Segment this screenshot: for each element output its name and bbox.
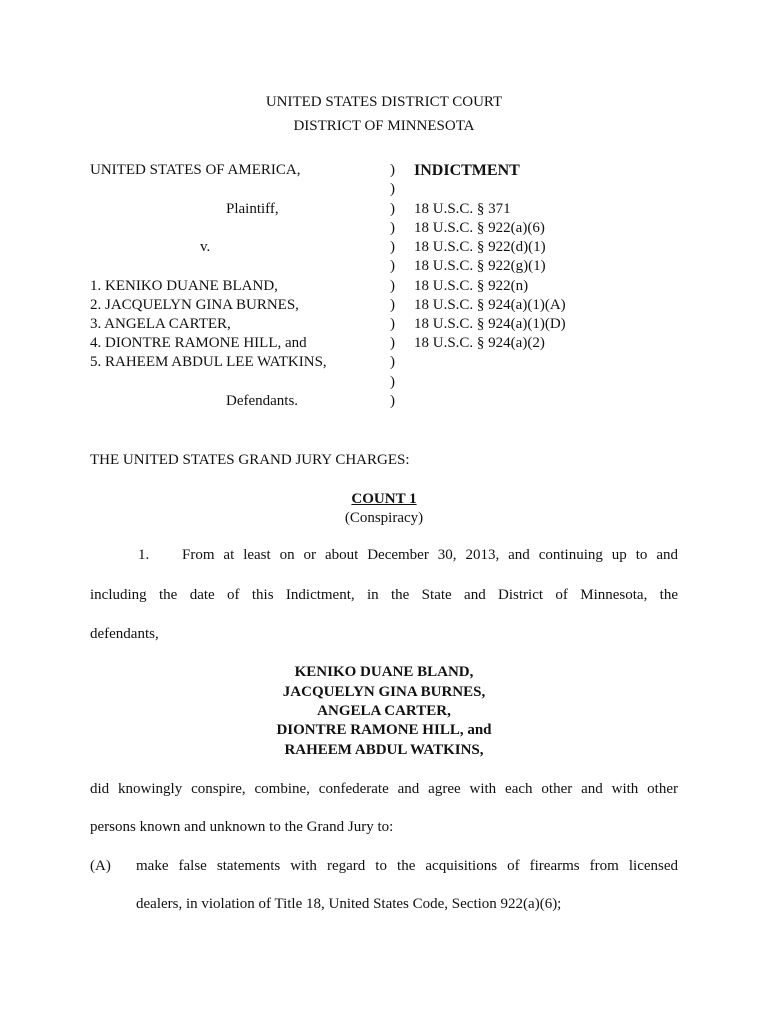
named-defendant: KENIKO DUANE BLAND,	[294, 664, 474, 680]
item-line: make false statements with regard to the acquisitions of firearms from licensed	[136, 858, 678, 874]
document-type: INDICTMENT	[414, 162, 520, 179]
paren: )	[390, 239, 395, 255]
defendant-line: 3. ANGELA CARTER,	[90, 316, 231, 332]
statute-citation: 18 U.S.C. § 922(d)(1)	[414, 239, 546, 255]
item-label: (A)	[90, 858, 111, 874]
statute-citation: 18 U.S.C. § 922(a)(6)	[414, 220, 545, 236]
versus-label: v.	[200, 239, 211, 255]
statute-citation: 18 U.S.C. § 922(g)(1)	[414, 258, 546, 274]
defendant-line: 5. RAHEEM ABDUL LEE WATKINS,	[90, 354, 327, 370]
paren: )	[390, 316, 395, 332]
paragraph-line: defendants,	[90, 626, 159, 642]
statute-citation: 18 U.S.C. § 924(a)(1)(D)	[414, 316, 566, 332]
paren: )	[390, 201, 395, 217]
defendants-label: Defendants.	[226, 393, 299, 409]
defendant-line: 1. KENIKO DUANE BLAND,	[90, 278, 278, 294]
paren: )	[390, 393, 395, 409]
paren: )	[390, 181, 395, 197]
statute-citation: 18 U.S.C. § 924(a)(2)	[414, 335, 545, 351]
paren: )	[390, 335, 395, 351]
named-defendant: DIONTRE RAMONE HILL, and	[276, 722, 492, 738]
charges-intro: THE UNITED STATES GRAND JURY CHARGES:	[90, 452, 410, 468]
item-line: dealers, in violation of Title 18, United States Code, Section 922(a)(6);	[136, 896, 562, 912]
court-name: UNITED STATES DISTRICT COURT	[265, 94, 503, 110]
paragraph-number: 1.	[138, 547, 150, 563]
conspiracy-line: did knowingly conspire, combine, confederate and agree with each other and with other	[90, 781, 678, 797]
plaintiff-label: Plaintiff,	[226, 201, 279, 217]
defendant-line: 4. DIONTRE RAMONE HILL, and	[90, 335, 307, 351]
court-district: DISTRICT OF MINNESOTA	[293, 118, 475, 134]
plaintiff-name: UNITED STATES OF AMERICA,	[90, 162, 301, 178]
statute-citation: 18 U.S.C. § 922(n)	[414, 278, 529, 294]
conspiracy-line: persons known and unknown to the Grand Jury to:	[90, 819, 394, 835]
paren: )	[390, 374, 395, 390]
statute-citation: 18 U.S.C. § 371	[414, 201, 511, 217]
paren: )	[390, 220, 395, 236]
paren: )	[390, 354, 395, 370]
named-defendant: JACQUELYN GINA BURNES,	[282, 684, 486, 700]
paren: )	[390, 258, 395, 274]
paren: )	[390, 297, 395, 313]
paragraph-line: including the date of this Indictment, in the State and District of Minnesota, the	[90, 587, 678, 603]
paren: )	[390, 278, 395, 294]
statute-citation: 18 U.S.C. § 924(a)(1)(A)	[414, 297, 566, 313]
defendant-line: 2. JACQUELYN GINA BURNES,	[90, 297, 299, 313]
count-subtitle: (Conspiracy)	[344, 510, 424, 526]
named-defendant: ANGELA CARTER,	[317, 703, 451, 719]
paren: )	[390, 162, 395, 178]
count-title: COUNT 1	[351, 491, 417, 507]
named-defendant: RAHEEM ABDUL WATKINS,	[284, 742, 484, 758]
paragraph-line: From at least on or about December 30, 2013, and continuing up to and	[182, 547, 678, 563]
